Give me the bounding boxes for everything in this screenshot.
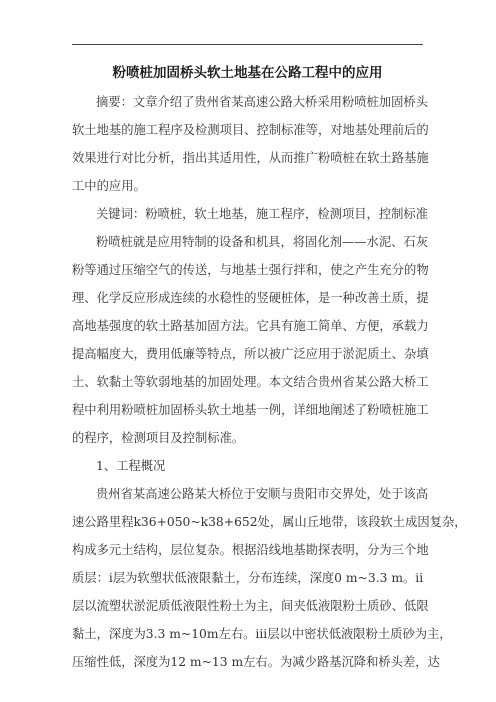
abstract-line-4: 工中的应用。	[72, 179, 146, 193]
intro-line-1: 粉喷桩就是应用特制的设备和机具，将固化剂——水泥、石灰	[96, 235, 429, 249]
abstract-line-2: 软土地基的施工程序及检测项目、控制标准等，对地基处理前后的	[72, 123, 429, 137]
intro-line-3: 理、化学反应形成连续的水稳性的竖硬桩体，是一种改善土质，提	[72, 291, 429, 305]
intro-line-7: 程中利用粉喷桩加固桥头软土地基一例，详细地阐述了粉喷桩施工	[72, 403, 429, 417]
section-line-7: 压缩性低，深度为12 m~13 m左右。为减少路基沉降和桥头差，达	[72, 655, 440, 669]
abstract-line-3: 效果进行对比分析，指出其适用性，从而推广粉喷桩在软土路基施	[72, 151, 429, 165]
section-heading: 1、工程概况	[96, 459, 166, 473]
section-line-5: 层以流塑状淤泥质低液限性粉土为主，间夹低液限粉土质砂、低限	[72, 599, 429, 613]
abstract-line-1: 摘要：文章介绍了贵州省某高速公路大桥采用粉喷桩加固桥头	[96, 95, 429, 109]
intro-line-5: 提高幅度大，费用低廉等特点，所以被广泛应用于淤泥质土、杂填	[72, 347, 429, 361]
intro-line-8: 的程序，检测项目及控制标准。	[72, 431, 245, 445]
header-rule	[72, 44, 423, 45]
intro-line-6: 土、软黏土等软弱地基的加固处理。本文结合贵州省某公路大桥工	[72, 375, 429, 389]
document-title: 粉喷桩加固桥头软土地基在公路工程中的应用	[112, 65, 383, 81]
intro-line-4: 高地基强度的软土路基加固方法。它具有施工简单、方便，承载力	[72, 319, 429, 333]
section-line-2: 速公路里程k36+050~k38+652处，属山丘地带，该段软土成因复杂，	[72, 515, 467, 529]
section-line-1: 贵州省某高速公路某大桥位于安顺与贵阳市交界处，处于该高	[96, 487, 429, 501]
section-line-4: 质层：ⅰ层为软塑状低液限黏土，分布连续，深度0 m~3.3 m。ⅱ	[72, 571, 424, 585]
keywords-line: 关键词：粉喷桩，软土地基，施工程序，检测项目，控制标准	[96, 207, 429, 221]
section-line-3: 构成多元土结构，层位复杂。根据沿线地基勘探表明，分为三个地	[72, 543, 429, 557]
intro-line-2: 粉等通过压缩空气的传送，与地基土强行拌和，使之产生充分的物	[72, 263, 429, 277]
section-line-6: 黏土，深度为3.3 m~10m左右。ⅲ层以中密状低液限粉土质砂为主，	[72, 627, 452, 641]
